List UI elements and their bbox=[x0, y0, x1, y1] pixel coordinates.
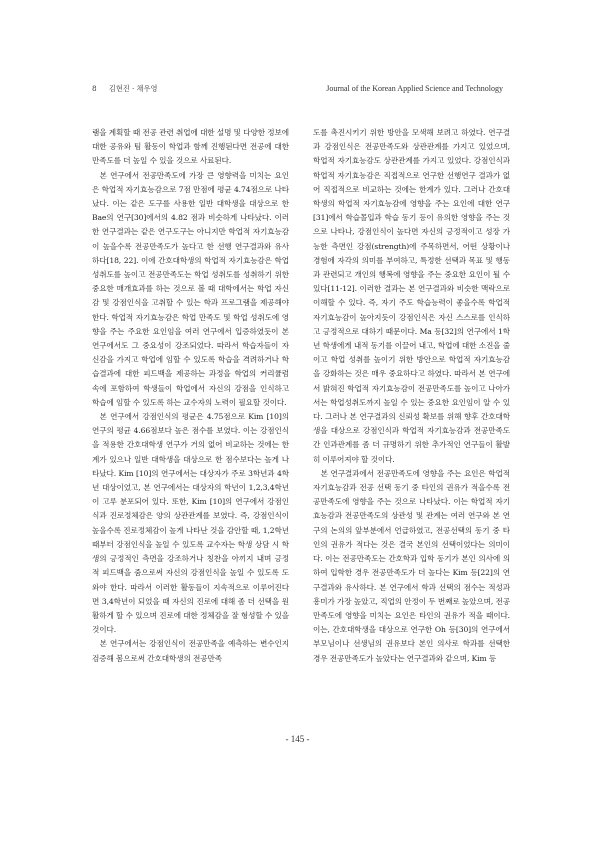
header-journal-title: Journal of the Korean Applied Science and Technology bbox=[326, 84, 503, 93]
paragraph: 본 연구에서 전공만족도에 가장 큰 영향력을 미치는 요인은 학업적 자기효능감으로 7점 만점에 평균 4.74점으로 나타났다. 이는 같은 도구를 사용한 일반 대학생을 대상으로 한 Bae의 연구[30]에서의 4.82 점과 비슷하게 나타났다. 이러한 연구결과는 같은 연구도구는 아니지만 학업적 자기효능감이 높을수록 전공만족도가 높다고 한 선행 연구결과와 유사하다[18, 22]. 이에 간호대학생의 학업적 자기효능감은 학업 성취도를 높이고 전공만족도는 학업 성취도를 성취하기 위한 중요한 매개효과를 하는 것으로 볼 때 대학에서는 학업 자신감 및 강점인식을 고취할 수 있는 학과 프로그램을 제공해야 한다. 학업적 자기효능감은 학업 만족도 및 학업 성취도에 영향을 주는 주요한 요인임을 여러 연구에서 입증하였듯이 본 연구에서도 그 중요성이 강조되었다. 따라서 학습자들이 자신감을 가지고 학업에 임할 수 있도록 학습을 격려하거나 학습결과에 대한 피드백을 제공하는 과정을 학업의 커리큘럼 속에 포함하여 학생들이 학업에서 자신의 강점을 인식하고 학습에 임할 수 있도록 하는 교수자의 노력이 필요할 것이다. bbox=[92, 170, 289, 407]
header-authors: 김현진 · 채우영 bbox=[108, 84, 158, 93]
paragraph: 본 연구에서 강점인식의 평균은 4.75점으로 Kim [10]의 연구의 평균 4.66점보다 높은 점수를 보였다. 이는 강점인식을 적용한 간호대학생 연구가 거의 없어 비교하는 것에는 한계가 있으나 일반 대학생을 대상으로 한 점수보다는 높게 나타났다. Kim [10]의 연구에서는 대상자가 주로 3학년과 4학년 대상이었고, 본 연구에서는 대상자의 학년이 1,2,3,4학년이 고루 분포되어 있다. 또한, Kim [10]의 연구에서 강점인식과 진로정체감은 양의 상관관계를 보였다. 즉, 강점인식이 높을수록 진로정체감이 높게 나타난 것을 감안할 때, 1,2학년 때부터 강점인식을 높일 수 있도록 교수자는 학생 상담 시 학생의 긍정적인 측면을 강조하거나 칭찬을 아끼지 내며 긍정적 피드백을 줌으로써 자신의 강점인식을 높일 수 있도록 도와야 한다. 따라서 이러한 활동들이 지속적으로 이루어진다면 3,4학년이 되었을 때 자신의 진로에 대해 좀 더 선택을 원활하게 할 수 있으며 진로에 대한 정체감을 잘 형성할 수 있을 것이다. bbox=[92, 412, 289, 635]
right-text-column bbox=[313, 126, 510, 666]
paragraph: 램을 계획할 때 전공 관련 취업에 대한 설명 및 다양한 정보에 대한 공유와 팀 활동이 학업과 함께 진행된다면 전공에 대한 만족도를 더 높일 수 있을 것으로 사료된다. bbox=[92, 128, 289, 166]
paragraph: 본 연구결과에서 전공만족도에 영향을 주는 요인은 학업적 자기효능감과 전공 선택 동기 중 타인의 권유가 적을수록 전공만족도에 영향을 주는 것으로 나타났다. 이는 학업적 자기효능감과 전공만족도의 상관성 및 관계는 여러 연구와 본 연구의 논의의 앞부분에서 언급하였고, 전공선택의 동기 중 타인의 권유가 적다는 것은 결국 본인의 선택이었다는 의미이다. 이는 전공만족도는 간호학과 입학 동기가 본인 의사에 의하여 입학한 경우 전공만족도가 더 높다는 Kim 등[22]의 연구결과와 유사하다. 본 연구에서 학과 선택의 점수는 적성과 흥미가 가장 높았고, 직업의 안정이 두 번째로 높았으며, 전공만족도에 영향을 미치는 요인은 타인의 권유가 적을 때이다. 이는, 간호대학생을 대상으로 연구한 Oh 등[30]의 연구에서 부모님이나 선생님의 권유보다 본인 의사로 학과를 선택한 경우 전공만족도가 높았다는 연구결과와 같으며, Kim 등 bbox=[313, 468, 510, 663]
page-header bbox=[92, 84, 503, 98]
paragraph: 본 연구에서는 강점인식이 전공만족을 예측하는 변수인지 검증해 봄으로써 간호대학생의 전공만족 bbox=[92, 639, 289, 663]
header-page-number: 8 bbox=[92, 84, 97, 93]
paragraph: 도를 촉진시키기 위한 방안을 모색해 보려고 하였다. 연구결과 강점인식은 전공만족도와 상관관계를 가지고 있었으며, 학업적 자기효능감도 상관관계를 가지고 있었다. 강점인식과 학업적 자기효능감은 직접적으로 연구한 선행연구 결과가 없어 직접적으로 비교하는 것에는 한계가 있다. 그러나 간호대학생의 학업적 자기효능감에 영향을 주는 요인에 대한 연구[31]에서 학습몰입과 학습 동기 등이 유의한 영향을 주는 것으로 나타나, 강점인식이 높다면 자신의 긍정적이고 성장 가능한 측면인 강점(strength)에 주목하면서, 어떤 상황이나 경험에 자각의 의미를 부여하고, 특정한 선택과 목표 및 행동과 관련되고 개인의 행복에 영향을 주는 중요한 요인이 될 수 있다[11-12]. 이러한 결과는 본 연구결과와 비슷한 맥락으로 이해할 수 있다. 즉, 자기 주도 학습능력이 좋을수록 학업적 자기효능감이 높아지듯이 강점인식은 자신 스스로를 인식하고 긍정적으로 대하기 때문이다. Ma 등[32]의 연구에서 1학년 학생에게 내적 동기를 이끌어 내고, 학업에 대한 소진을 줄이고 학업 성취를 높이기 위한 방안으로 학업적 자기효능감을 강화하는 것은 매우 중요하다고 하였다. 따라서 본 연구에서 밝혀진 학업적 자기효능감이 전공만족도를 높이고 나아가서는 학업성취도까지 높일 수 있는 중요한 요인임이 알 수 있다. 그러나 본 연구결과의 신뢰성 확보를 위해 향후 간호대학생을 대상으로 강점인식과 학업적 자기효능감과 전공만족도 간 인과관계를 좀 더 규명하기 위한 추가적인 연구들이 활발히 이루어져야 할 것이다. bbox=[313, 128, 510, 464]
header-left bbox=[92, 84, 157, 94]
left-text-column bbox=[92, 126, 289, 666]
page-footer-number: - 145 - bbox=[285, 734, 310, 744]
